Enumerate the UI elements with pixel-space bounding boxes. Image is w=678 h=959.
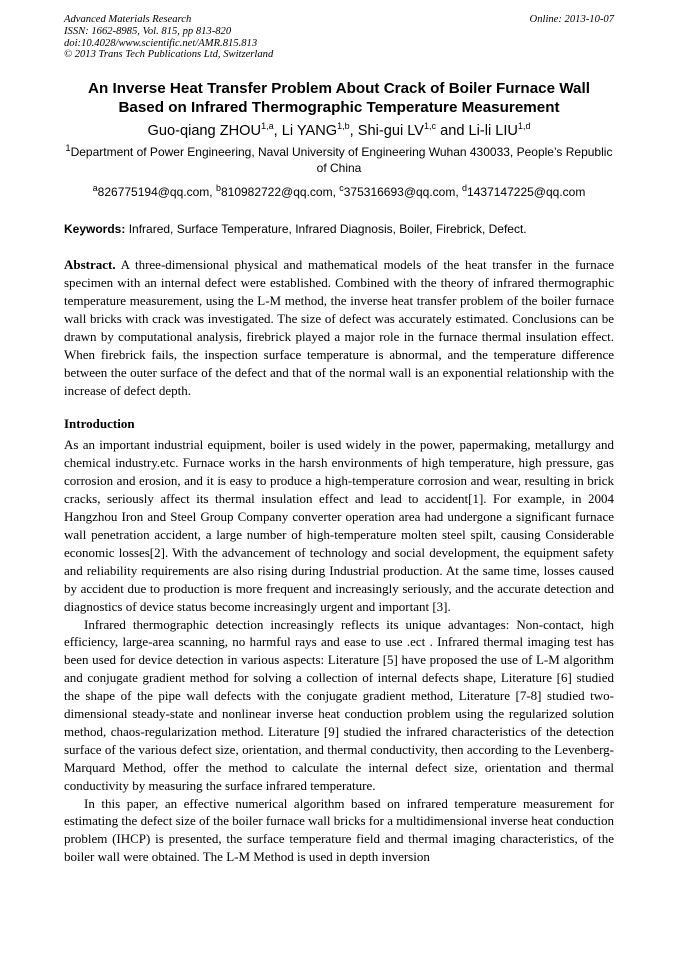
section-heading-introduction: Introduction bbox=[64, 416, 135, 432]
abstract bbox=[64, 256, 614, 399]
affiliation: $^1$Department of Power Engineering, Naval University of Engineering Wuhan 430033, People’s Republic of China bbox=[65, 143, 613, 175]
copyright-line: © 2013 Trans Tech Publications Ltd, Switzerland bbox=[64, 49, 274, 61]
keywords bbox=[64, 222, 614, 237]
journal-info bbox=[64, 14, 273, 61]
online-date: Online: 2013-10-07 bbox=[529, 14, 614, 25]
keywords-text: Infrared, Surface Temperature, Infrared Diagnosis, Boiler, Firebrick, Defect. bbox=[125, 222, 527, 237]
journal-name: Advanced Materials Research bbox=[64, 14, 192, 25]
email: $^d$1437147225@qq.com bbox=[462, 183, 586, 200]
author: Guo-qiang ZHOU$^{1,a}$, bbox=[147, 121, 282, 140]
keywords-label: Keywords: bbox=[64, 222, 126, 237]
doi-line: doi:10.4028/www.scientific.net/AMR.815.813 bbox=[64, 37, 258, 49]
email: $^b$810982722@qq.com, bbox=[215, 183, 340, 200]
author: Shi-gui LV$^{1,c}$ and bbox=[357, 121, 469, 140]
abstract-text: A three-dimensional physical and mathematical models of the heat transfer in the furnace specimen with an internal defect were established. Combined with the theory of infrared thermographic temperature measurement, using the L-M method, the inverse heat transfer problem of the boiler furnace wall bricks with crack was investigated. The size of defect was accurately estimated. Conclusions can be drawn by computational analysis, firebrick played a major role in the furnace thermal insulation effect. When firebrick fails, the inspection surface temperature is abnormal, and the temperature difference between the outer surface of the defect and that of the normal wall is an exponential relationship with the increase of defect depth. bbox=[64, 257, 614, 398]
author-list bbox=[64, 122, 614, 140]
abstract-label: Abstract. bbox=[64, 257, 116, 273]
author-emails bbox=[64, 185, 614, 200]
title-line-2: Based on Infrared Thermographic Temperature Measurement bbox=[118, 99, 560, 117]
author: Li-li LIU$^{1,d}$ bbox=[468, 121, 531, 140]
issn-line: ISSN: 1662-8985, Vol. 815, pp 813-820 bbox=[64, 25, 232, 37]
intro-paragraph-2: Infrared thermographic detection increasingly reflects its unique advantages: Non-contact, high efficiency, large-area scanning, no harmful rays and ease to use .ect . Infrared thermal imaging test has been used for device detection in various aspects: Literature [5] have proposed the use of L-M algorithm and conjugate gradient method for solving a collection of internal defects shape, Literature [6] studied the shape of the pipe wall defects with the conjugate gradient method, Literature [7-8] studied two-dimensional steady-state and nonlinear inverse heat conduction problem using the regularized solution method, chaos-regularization method. Literature [9] studied the infrared characteristics of the detection surface of the various defect size, orientation, and thermal conductivity, then according to the Levenberg-Marquard Method, offer the method to calculate the internal defect size, orientation and thermal conductivity by measuring the surface infrared temperature. bbox=[64, 616, 614, 793]
page-header bbox=[64, 14, 614, 61]
author: Li YANG$^{1,b}$, bbox=[281, 121, 358, 140]
email: $^c$375316693@qq.com, bbox=[339, 183, 463, 200]
email: $^a$826775194@qq.com, bbox=[92, 183, 216, 200]
intro-paragraph-1: As an important industrial equipment, boiler is used widely in the power, papermaking, metallurgy and chemical industry.etc. Furnace works in the harsh environments of high temperature, high pressure, gas corrosion and erosion, and it is easy to produce a high-temperature corrosion and wear, resulting in brick cracks, seriously affect its thermal insulation effect and lead to accident[1]. For example, in 2004 Hangzhou Iron and Steel Group Company converter operation area had undergone a significant furnace wall penetration accident, a large number of high-temperature molten steel spilt, causing Considerable economic losses[2]. With the advancement of technology and social development, the equipment safety and reliability requirements are also rising during Industrial production. At the same time, losses caused by accident due to production is more frequent and increasingly seriously, and the accurate detection and diagnostics of device status become increasingly urgent and important [3]. bbox=[64, 437, 614, 614]
intro-paragraph-3: In this paper, an effective numerical algorithm based on infrared temperature measurement for estimating the defect size of the boiler furnace wall bricks for a multidimensional inverse heat conduction problem (IHCP) is presented, the surface temperature field and thermal imaging characteristics, of the boiler wall were obtained. The L-M Method is used in depth inversion bbox=[64, 795, 614, 865]
paper-title bbox=[64, 79, 614, 117]
title-line-1: An Inverse Heat Transfer Problem About Crack of Boiler Furnace Wall bbox=[88, 80, 590, 98]
